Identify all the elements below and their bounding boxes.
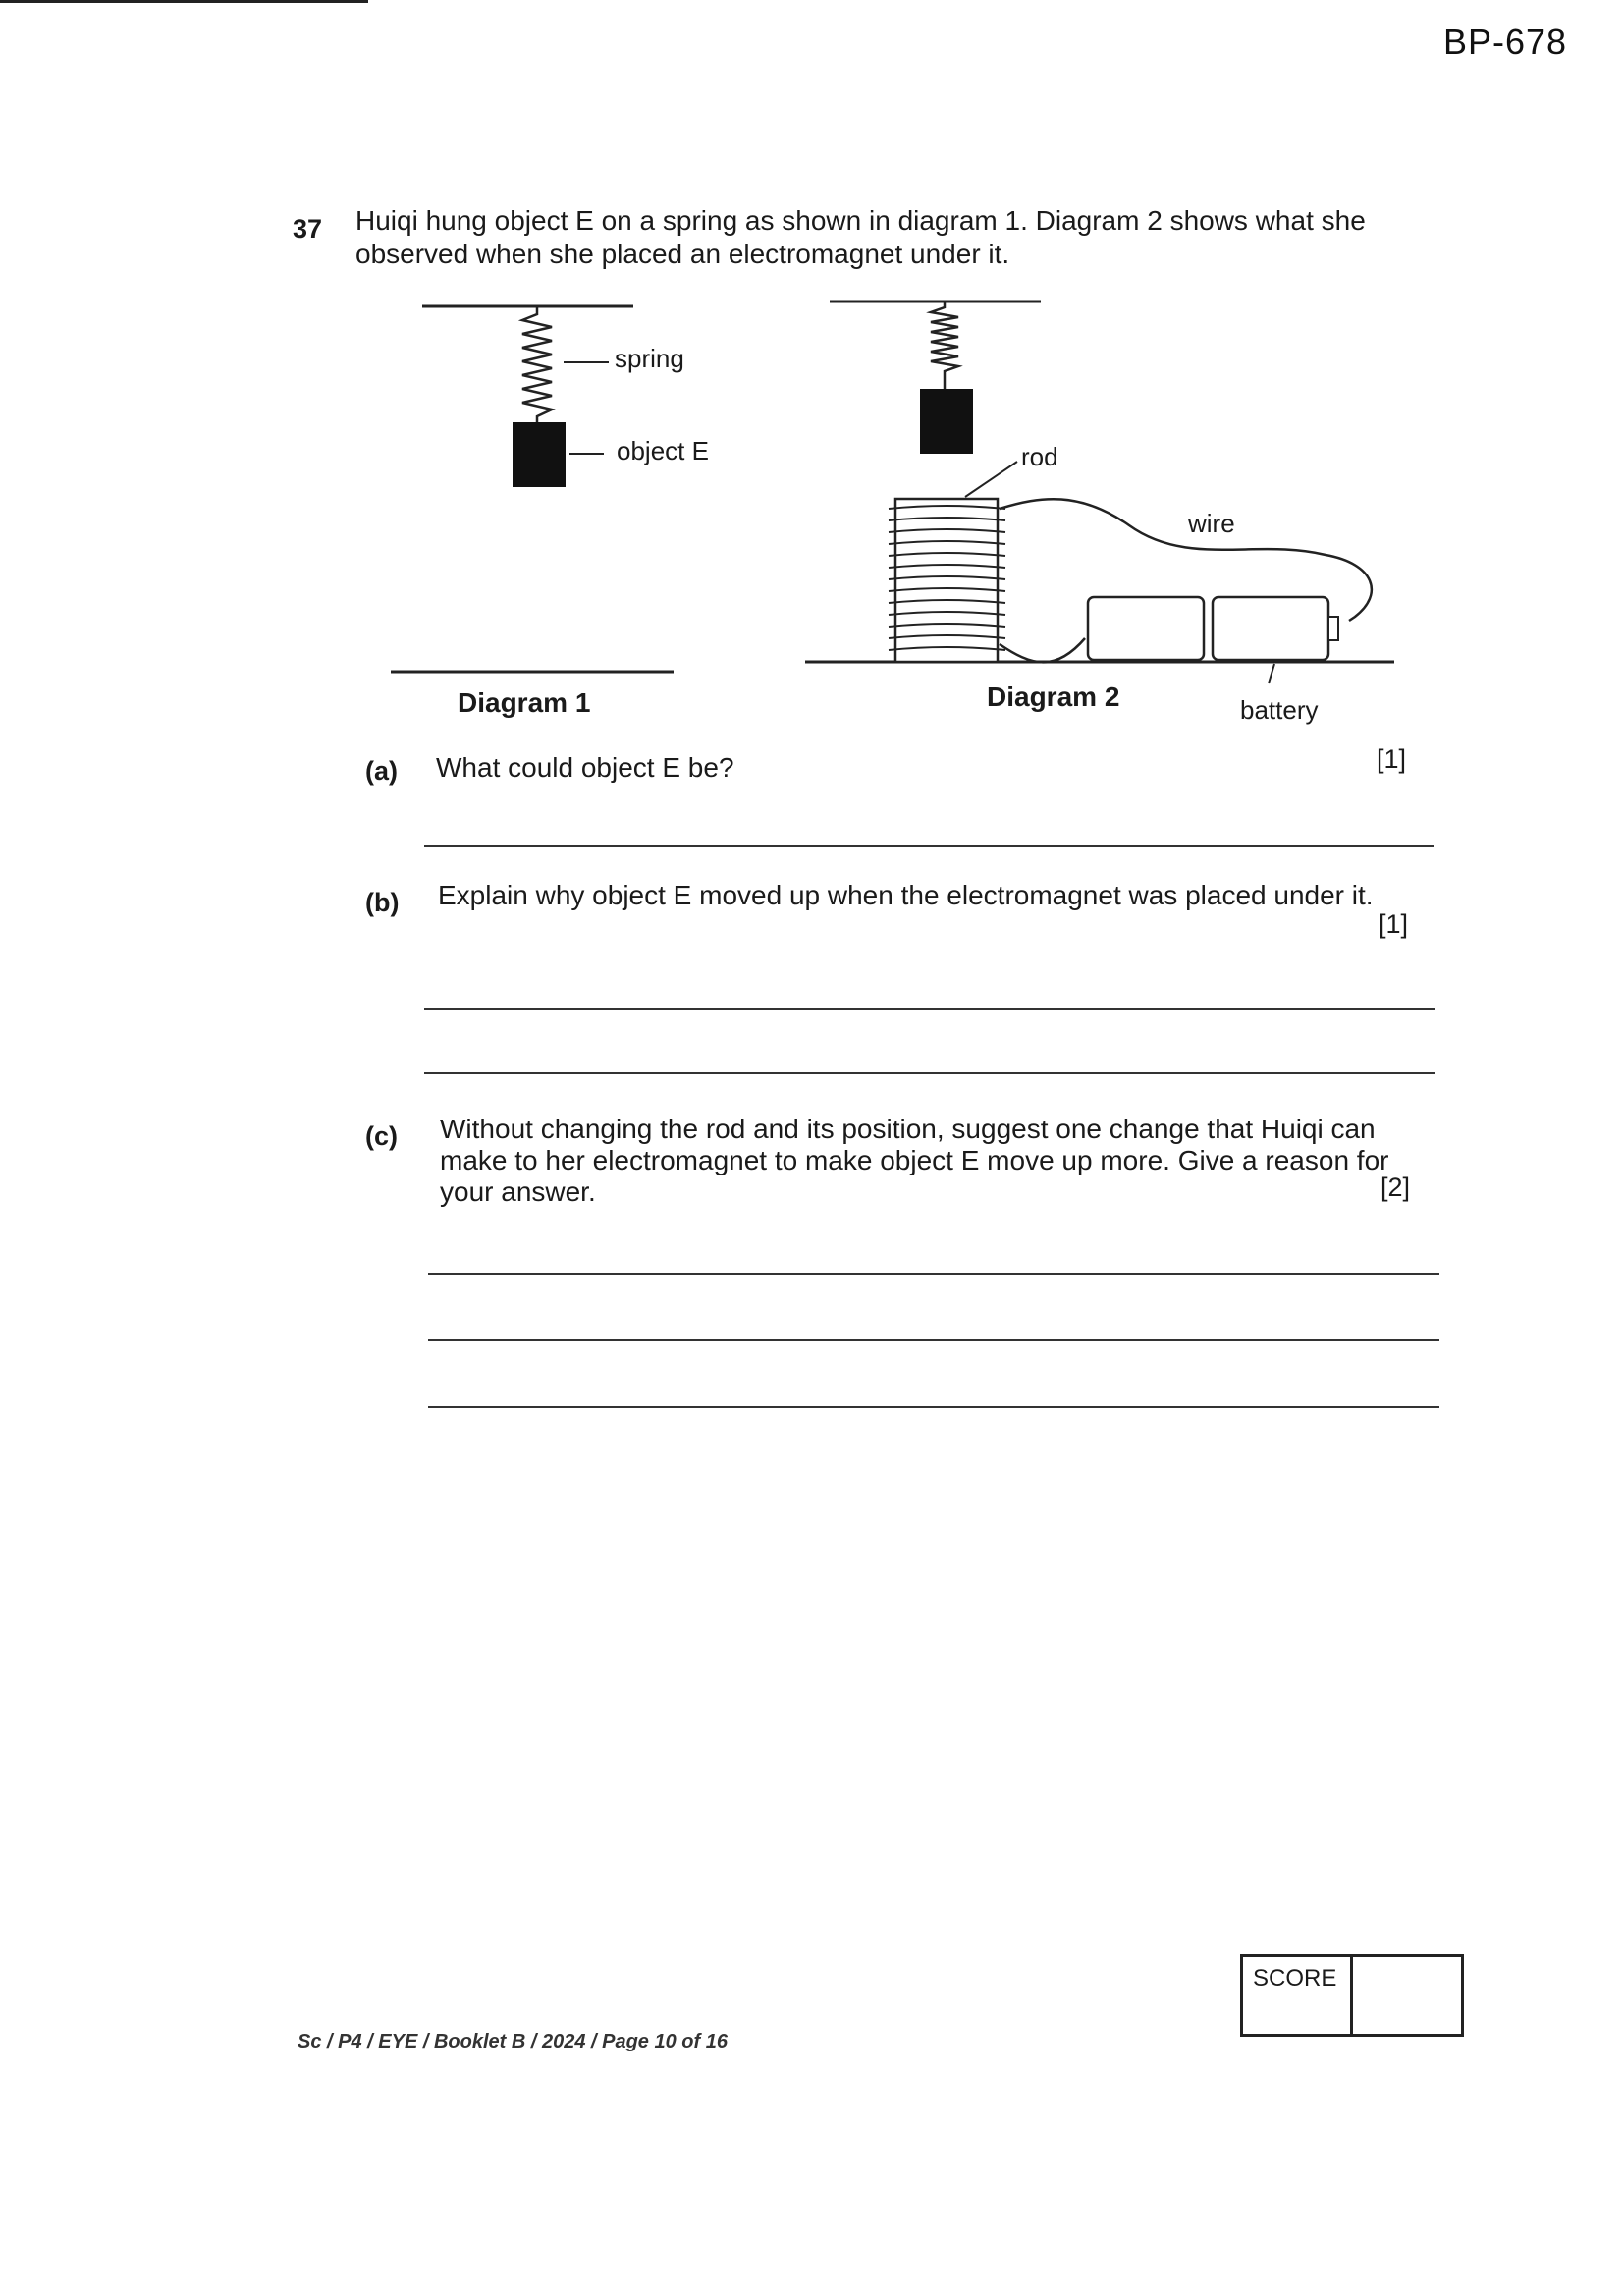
spring-label: spring — [615, 344, 684, 373]
battery-leader-line — [1269, 664, 1274, 683]
answer-line-b2[interactable] — [424, 1072, 1435, 1074]
score-label: SCORE — [1243, 1957, 1353, 2034]
rod-label: rod — [1021, 442, 1058, 471]
paper-code: BP-678 — [1443, 22, 1568, 62]
answer-line-a1[interactable] — [424, 845, 1434, 847]
battery-cell-2 — [1213, 597, 1328, 660]
question-stem: Huiqi hung object E on a spring as shown in diagram 1. Diagram 2 shows what she observed when she placed an electromagnet under it. — [355, 205, 1366, 269]
answer-line-c3[interactable] — [428, 1406, 1439, 1408]
question-number: 37 — [293, 214, 323, 244]
part-c-marks: [2] — [1380, 1173, 1411, 1202]
battery-terminal — [1328, 617, 1338, 640]
battery-cell-1 — [1088, 597, 1204, 660]
part-a-label: (a) — [365, 756, 398, 786]
page-footer: Sc / P4 / EYE / Booklet B / 2024 / Page 10 of 16 — [298, 2031, 728, 2052]
diagram2-caption: Diagram 2 — [987, 682, 1120, 712]
object-e-block — [513, 422, 566, 487]
part-b-label: (b) — [365, 888, 400, 917]
object-e-label: object E — [617, 436, 709, 465]
diagram-2 — [805, 301, 1394, 683]
wire-label: wire — [1188, 509, 1235, 538]
wire-bottom — [1000, 638, 1085, 662]
battery-label: battery — [1240, 695, 1319, 725]
part-c-text: Without changing the rod and its position, suggest one change that Huiqi can make to her electromagnet to make object E move up more. Give a reason for your answer. — [440, 1114, 1389, 1207]
answer-line-c2[interactable] — [428, 1339, 1439, 1341]
part-b-marks: [1] — [1379, 909, 1409, 939]
part-c-label: (c) — [365, 1121, 398, 1151]
answer-line-b1[interactable] — [424, 1008, 1435, 1010]
answer-line-c1[interactable] — [428, 1273, 1439, 1275]
score-box — [1240, 1954, 1464, 2037]
diagram2-spring — [931, 301, 958, 389]
rod-leader-line — [965, 462, 1017, 497]
part-b-text: Explain why object E moved up when the electromagnet was placed under it. — [438, 880, 1374, 910]
diagram2-object-e — [920, 389, 973, 454]
diagram1-spring — [522, 306, 552, 422]
part-a-text: What could object E be? — [436, 752, 734, 783]
score-entry-cell[interactable] — [1353, 1957, 1461, 2034]
diagram1-caption: Diagram 1 — [458, 687, 591, 718]
part-a-marks: [1] — [1377, 744, 1407, 774]
